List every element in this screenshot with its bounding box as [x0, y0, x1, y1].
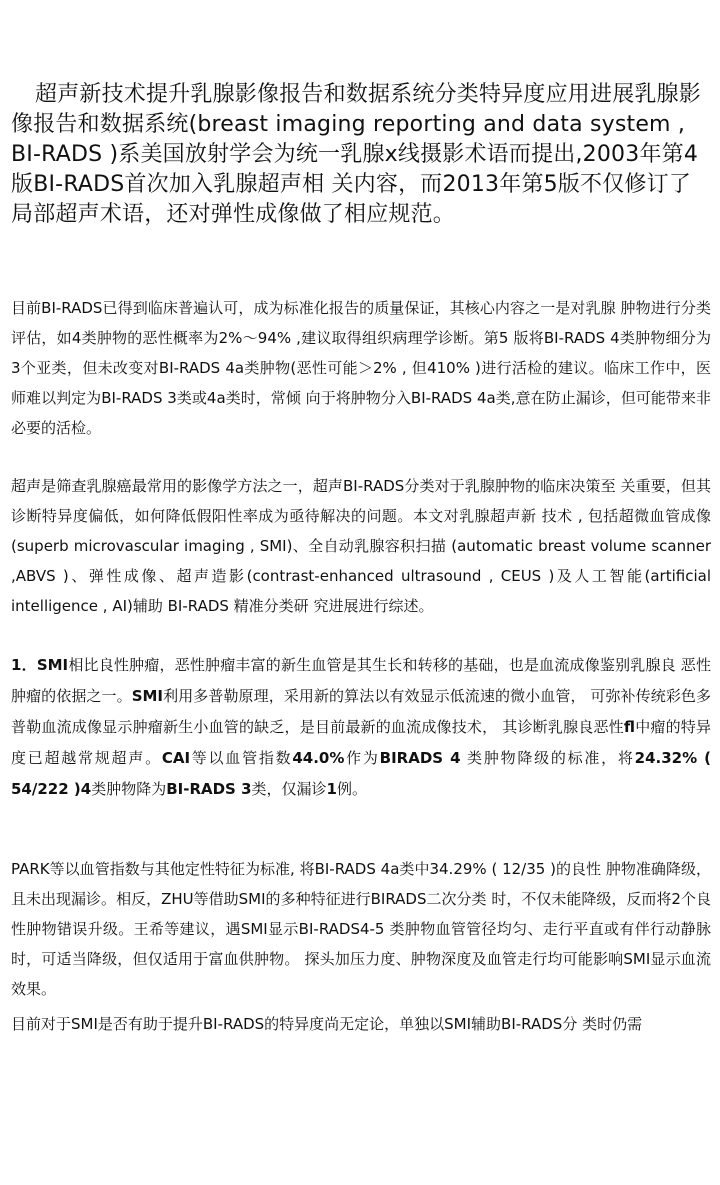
text-run: 利用多普勒原理，采用新的算法以有效显示低流速的微小血管， 可弥补传统彩色多普勒血流成像显示肿瘤新生小血管的缺乏，是目前最新的血流成像技术， 其诊断乳腺良恶性: [11, 687, 711, 736]
term-fl: fl: [623, 718, 635, 736]
text-run: 作为: [344, 749, 380, 767]
section-heading-smi: 1．SMI: [11, 656, 69, 674]
paragraph-smi-section: [11, 650, 711, 805]
paragraph-park-zhu-studies: PARK等以血管指数与其他定性特征为标准, 将BI-RADS 4a类中34.29% ( 12/35 )的良性 肿物准确降级，且未出现漏诊。相反，ZHU等借助SMI的多种特征进行BIRADS二次分类 时，不仅未能降级，反而将2个良性肿物错误升级。王希等建议，遇SMI显示BI-RADS4-5 类肿物血管管径均匀、走行平直或有伴行动静脉时，可适当降级，但仅适用于富血供肿物。 探头加压力度、肿物深度及血管走行均可能影响SMI显示血流效果。: [11, 860, 711, 998]
term-birads-3: BI-RADS 3: [166, 780, 252, 798]
term-cai: CAI: [161, 749, 191, 767]
text-run: 类，仅漏诊: [251, 780, 327, 798]
document-title: 超声新技术提升乳腺影像报告和数据系统分类特异度应用进展乳腺影像报告和数据系统(breast imaging reporting and data system , BI-RADS )系美国放射学会为统一乳腺x线摄影术语而提出,2003年第4版BI-RADS首次加入乳腺超声相 关内容，而2013年第5版不仅修订了局部超声术语，还对弹性成像做了相应规范。: [11, 82, 702, 227]
text-run: 相比良性肿瘤，恶性肿瘤丰富的新生血管是其生长和转移的基础，也是血流成像鉴别乳腺良 恶性肿瘤的依据之一。: [11, 656, 711, 705]
term-smi: SMI: [131, 687, 164, 705]
text-run: 中瘤的特异度已超越常规超声。: [11, 718, 711, 767]
text-run: 类肿物降为: [91, 780, 167, 798]
paragraph-smi-conclusion: 目前对于SMI是否有助于提升BI-RADS的特异度尚无定论，单独以SMI辅助BI-RADS分 类时仍需: [11, 1015, 643, 1033]
term-birads-4: BIRADS 4: [379, 749, 461, 767]
text-run: 类肿物降级的标准，将: [460, 749, 635, 767]
text-run: 等以血管指数: [190, 749, 293, 767]
value-downgrade-rate: 24.32% ( 54/222 )4: [11, 749, 711, 798]
paragraph-ultrasound-screening: 超声是筛查乳腺癌最常用的影像学方法之一，超声BI-RADS分类对于乳腺肿物的临床决策至 关重要，但其诊断特异度偏低，如何降低假阳性率成为亟待解决的问题。本文对乳腺超声新 技术 , 包括超微血管成像(superb microvascular imaging , SMI)、全自动乳腺容积扫描 (automatic breast volume scanner ,ABVS )、弹性成像、超声造影(contrast-enhanced ultrasound , CEUS )及人工智能(artificial intelligence , AI)辅助 BI-RADS 精准分类研 究进展进行综述。: [11, 477, 711, 615]
text-run: 例。: [336, 780, 367, 798]
value-vascular-index: 44.0%: [292, 749, 345, 767]
value-missed-count: 1: [326, 780, 337, 798]
paragraph-birads-overview: 目前BI-RADS已得到临床普遍认可，成为标准化报告的质量保证，其核心内容之一是对乳腺 肿物进行分类评估，如4类肿物的恶性概率为2%〜94% ,建议取得组织病理学诊断。第5 版将BI-RADS 4类肿物细分为3个亚类，但未改变对BI-RADS 4a类肿物(恶性可能＞2% , 但410% )进行活检的建议。临床工作中，医师难以判定为BI-RADS 3类或4a类时，常倾 向于将肿物分入BI-RADS 4a类,意在防止漏诊，但可能带来非必要的活检。: [11, 299, 711, 437]
